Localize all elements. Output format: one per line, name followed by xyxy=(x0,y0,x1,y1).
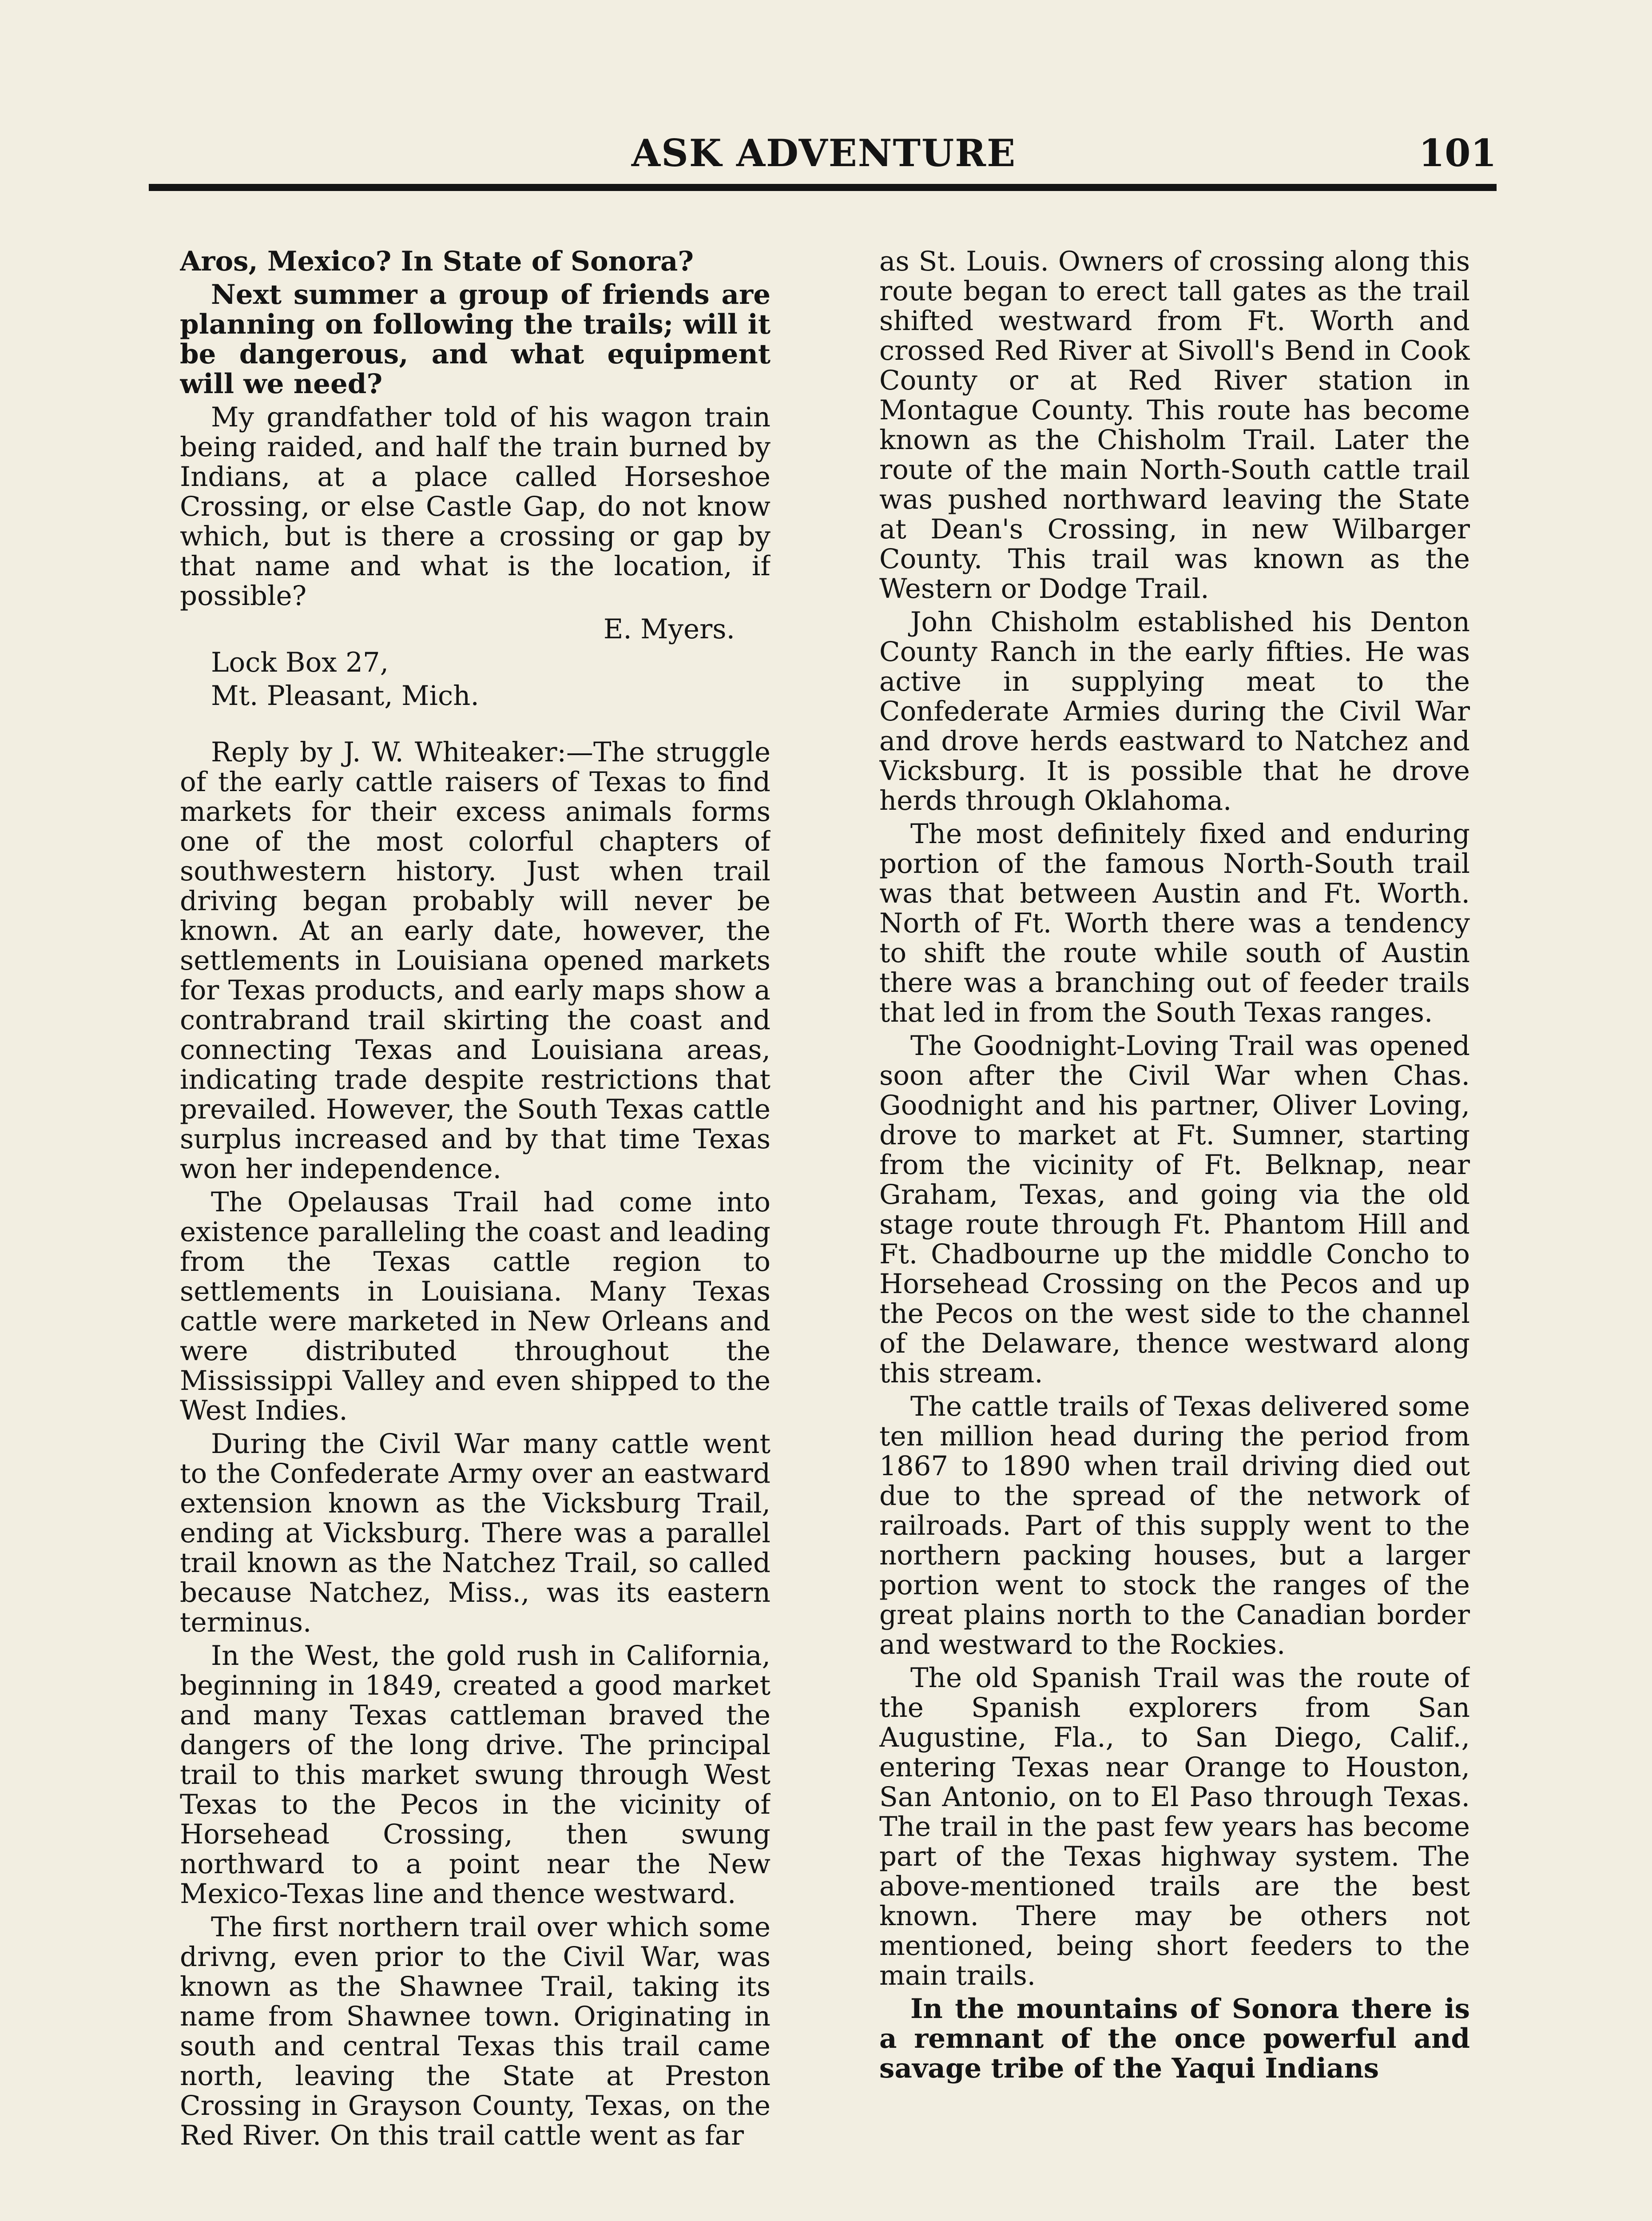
address-line: Mt. Pleasant, Mich. xyxy=(211,680,479,712)
body-paragraph: During the Civil War many cattle went to the Confederate Army over an eastward extension known as the Vicksburg Trail, ending at Vicksburg. There was a parallel trail known as the Natchez Trail, so called because Natchez, Miss., was its eastern terminus. xyxy=(180,1428,770,1638)
body-paragraph: The old Spanish Trail was the route of the Spanish explorers from San Augustine, Fla., to San Diego, Calif., entering Texas near Orange to Houston, San Antonio, on to El Paso through Texas. The trail in the past few years has become part of the Texas highway system. The above-mentioned trails are the best known. There may be others not mentioned, being short feeders to the main trails. xyxy=(879,1662,1470,1991)
right-column xyxy=(879,247,1470,2221)
page-number: 101 xyxy=(1418,131,1497,175)
body-paragraph: The first northern trail over which some drivng, even prior to the Civil War, was known as the Shawnee Trail, taking its name from Shawnee town. Originating in south and central Texas this trail came north, leaving the State at Preston Crossing in Grayson County, Texas, on the Red River. On this trail cattle went as far xyxy=(180,1911,770,2151)
left-column xyxy=(180,247,770,2221)
question-paragraph: My grandfather told of his wagon train being raided, and half the train burned by Indians, at a place called Horseshoe Crossing, or else Castle Gap, do not know which, but is there a crossing or gap by that name and what is the location, if possible? xyxy=(180,402,770,612)
body-paragraph: as St. Louis. Owners of crossing along this route began to erect tall gates as the trail shifted westward from Ft. Worth and crossed Red River at Sivoll's Bend in Cook County or at Red River station in Montague County. This route has become known as the Chisholm Trail. Later the route of the main North-South cattle trail was pushed northward leaving the State at Dean's Crossing, in new Wilbarger County. This trail was known as the Western or Dodge Trail. xyxy=(879,247,1470,605)
body-paragraph: In the West, the gold rush in California, beginning in 1849, created a good market and many Texas cattleman braved the dangers of the long drive. The principal trail to this market swung through West Texas to the Pecos in the vicinity of Horsehead Crossing, then swung northward to a point near the New Mexico-Texas line and thence westward. xyxy=(180,1640,770,1910)
page-header xyxy=(151,127,1497,193)
body-paragraph: The cattle trails of Texas delivered some ten million head during the period from 1867 to 1890 when trail driving died out due to the spread of the network of railroads. Part of this supply went to the northern packing houses, but a larger portion went to stock the ranges of the great plains north to the Canadian border and westward to the Rockies. xyxy=(879,1391,1470,1660)
letter-signature: E. Myers. xyxy=(603,613,735,645)
question-paragraph: Aros, Mexico? In State of Sonora? xyxy=(180,247,694,277)
body-paragraph: The Goodnight-Loving Trail was opened soon after the Civil War when Chas. Goodnight and his partner, Oliver Loving, drove to market at Ft. Sumner, starting from the vicinity of Ft. Belknap, near Graham, Texas, and going via the old stage route through Ft. Phantom Hill and Ft. Chadbourne up the middle Concho to Horsehead Crossing on the Pecos and up the Pecos on the west side to the channel of the Delaware, thence westward along this stream. xyxy=(879,1030,1470,1389)
address-line: Lock Box 27, xyxy=(211,647,389,678)
running-title: ASK ADVENTURE xyxy=(631,131,1017,175)
body-paragraph: In the mountains of Sonora there is a remnant of the once powerful and savage tribe of the Yaqui Indians xyxy=(879,1993,1470,2084)
body-paragraph: The Opelausas Trail had come into existence paralleling the coast and leading from the Texas cattle region to settlements in Louisiana. Many Texas cattle were marketed in New Orleans and were distributed throughout the Mississippi Valley and even shipped to the West Indies. xyxy=(180,1186,770,1426)
header-rule xyxy=(149,184,1497,191)
body-paragraph: The most definitely fixed and enduring portion of the famous North-South trail was that between Austin and Ft. Worth. North of Ft. Worth there was a tendency to shift the route while south of Austin there was a branching out of feeder trails that led in from the South Texas ranges. xyxy=(879,818,1470,1028)
body-paragraph: Reply by J. W. Whiteaker:—The struggle of the early cattle raisers of Texas to find markets for their excess animals forms one of the most colorful chapters of southwestern history. Just when trail driving began probably will never be known. At an early date, however, the settlements in Louisiana opened markets for Texas products, and early maps show a contrabrand trail skirting the coast and connecting Texas and Louisiana areas, indicating trade despite restrictions that prevailed. However, the South Texas cattle surplus increased and by that time Texas won her independence. xyxy=(180,736,770,1185)
body-paragraph: John Chisholm established his Denton County Ranch in the early fifties. He was active in supplying meat to the Confederate Armies during the Civil War and drove herds eastward to Natchez and Vicksburg. It is possible that he drove herds through Oklahoma. xyxy=(879,606,1470,816)
question-paragraph: Next summer a group of friends are planning on following the trails; will it be dangerous, and what equipment will we need? xyxy=(180,279,770,400)
